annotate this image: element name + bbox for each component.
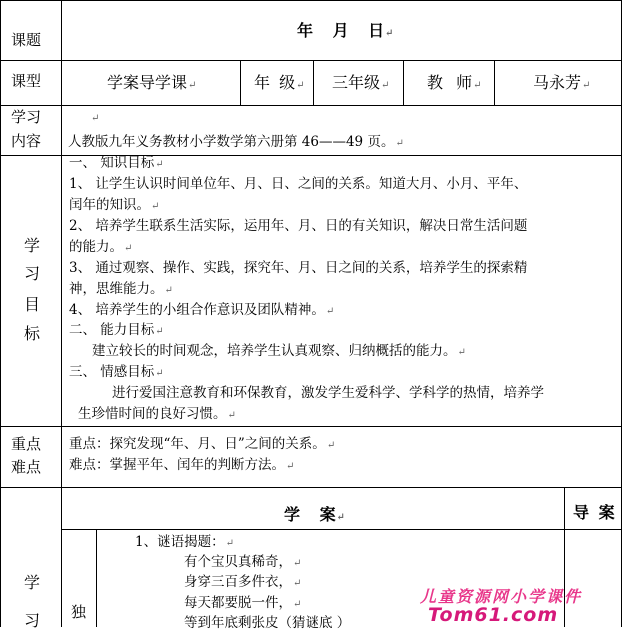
table-border-left xyxy=(0,0,1,627)
goals-label-char: 习 xyxy=(24,264,41,283)
goal-line: 进行爱国注意教育和环保教育，激发学生爱科学、学科学的热情，培养学 xyxy=(112,385,544,401)
riddle-line: 身穿三百多件衣，↵ xyxy=(184,574,302,590)
type-label: 课型 xyxy=(11,72,42,90)
site-watermark xyxy=(396,584,622,627)
grade-value: 三年级↵ xyxy=(332,73,390,92)
goal-line: 3、 通过观察、操作、实践，探究年、月、日之间的关系，培养学生的探索精 xyxy=(69,260,528,276)
goal-line: 建立较长的时间观念，培养学生认真观察、归纳概括的能力。↵ xyxy=(92,343,466,359)
study-plan-header: 学 案↵ xyxy=(284,505,345,524)
grade-label: 年 级↵ xyxy=(254,73,305,92)
row-divider xyxy=(0,487,622,488)
plan-label-2: 习 xyxy=(24,611,41,630)
teacher-name: 马永芳↵ xyxy=(533,73,591,92)
watermark-domain: Tom61.com xyxy=(428,604,559,626)
goal-line: 一、 知识目标↵ xyxy=(69,155,164,171)
row-divider xyxy=(0,426,622,427)
content-label-2: 内容 xyxy=(11,132,42,150)
goal-line: 神，思维能力。↵ xyxy=(69,281,173,297)
goal-line: 闰年的知识。↵ xyxy=(69,197,160,213)
teacher-label: 教 师↵ xyxy=(427,73,482,92)
watermark-site-name: 儿童资源网小学课件 xyxy=(420,587,583,606)
plan-label-1: 学 xyxy=(24,573,41,592)
column-divider xyxy=(403,60,404,105)
column-divider xyxy=(494,60,495,105)
column-divider xyxy=(313,60,314,105)
row-divider xyxy=(0,60,622,61)
goal-line: 生珍惜时间的良好习惯。↵ xyxy=(78,406,236,422)
riddle-line: 等到年底剩张皮（猜谜底 ） xyxy=(184,615,351,631)
key-label-1: 重点 xyxy=(11,435,42,453)
independent-label: 独 xyxy=(71,603,87,621)
difficult-point: 难点：掌握平年、闰年的判断方法。↵ xyxy=(69,457,295,473)
key-point: 重点：探究发现“年、月、日”之间的关系。↵ xyxy=(69,436,336,452)
riddle-line: 有个宝贝真稀奇，↵ xyxy=(184,554,302,570)
title-label: 课题 xyxy=(11,31,42,49)
goal-line: 二、 能力目标↵ xyxy=(69,322,164,338)
goal-line: 三、 情感目标↵ xyxy=(69,364,164,380)
goal-line: 4、 培养学生的小组合作意识及团队精神。↵ xyxy=(69,302,335,318)
lesson-date: 年 月 日↵ xyxy=(297,21,394,40)
column-divider xyxy=(240,60,241,105)
lesson-type: 学案导学课↵ xyxy=(107,73,197,92)
column-divider xyxy=(96,529,97,627)
table-border-top xyxy=(0,0,622,1)
row-divider xyxy=(0,105,622,106)
riddle-title: 1、谜语揭题：↵ xyxy=(135,534,234,550)
content-text: 人教版九年义务教材小学数学第六册第 46——49 页。↵ xyxy=(68,134,404,150)
key-label-2: 难点 xyxy=(11,458,42,476)
content-label-1: 学习 xyxy=(11,108,42,126)
goals-label-char: 标 xyxy=(24,324,41,343)
riddle-line: 每天都要脱一件，↵ xyxy=(184,595,302,611)
goal-line: 2、 培养学生联系生活实际，运用年、月、日的有关知识，解决日常生活问题 xyxy=(69,218,528,234)
paragraph-mark: ↵ xyxy=(91,113,100,124)
goals-label-char: 目 xyxy=(24,295,41,314)
guide-plan-header: 导 案 xyxy=(573,503,615,522)
goal-line: 的能力。↵ xyxy=(69,239,133,255)
row-divider xyxy=(62,529,622,530)
label-column-divider xyxy=(61,0,62,627)
goal-line: 1、 让学生认识时间单位年、月、日、之间的关系。知道大月、小月、平年、 xyxy=(69,176,528,192)
goals-label-char: 学 xyxy=(24,236,41,255)
